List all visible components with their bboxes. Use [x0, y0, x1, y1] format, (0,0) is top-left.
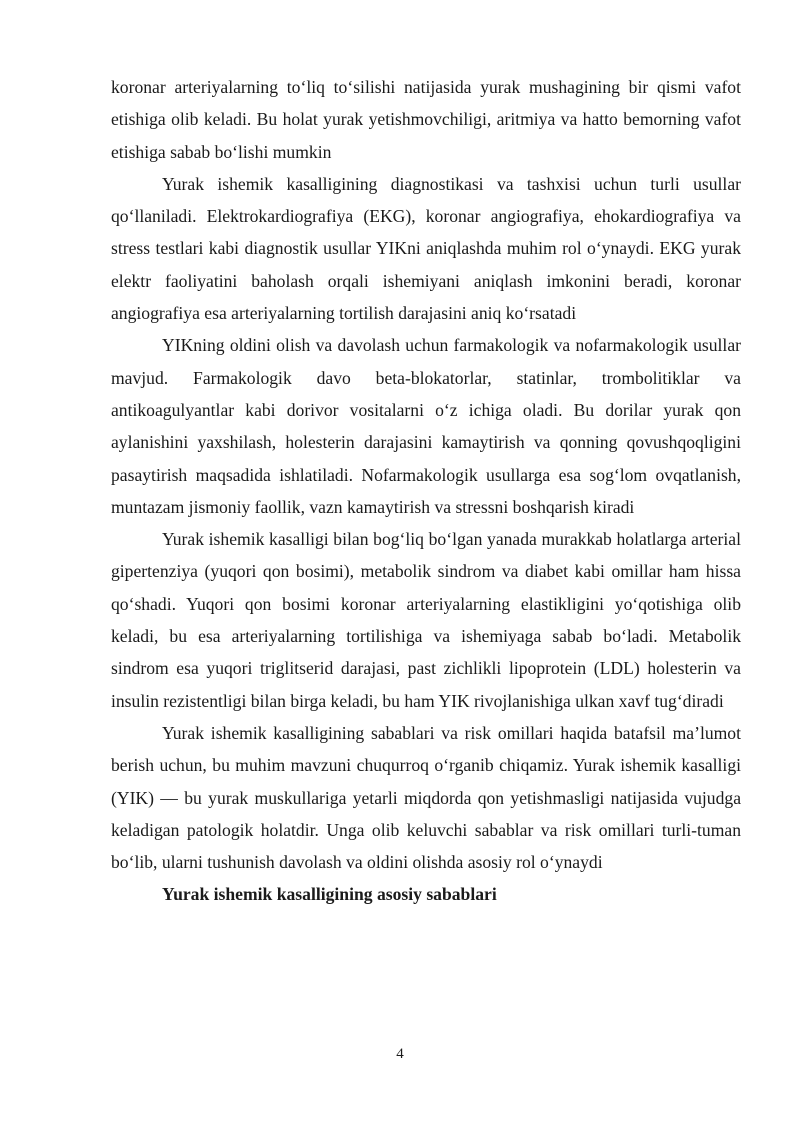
paragraph-causes-intro: Yurak ishemik kasalligining sabablari va risk omillari haqida batafsil ma’lumot berish uchun, bu muhim mavzuni chuqurroq o‘rganib chiqamiz. Yurak ishemik kasalligi (YIK) — bu yurak muskullariga yetarli miqdorda qon yetishmasligi natijasida vujudga keladigan patologik holatdir. Unga olib keluvchi sabablar va risk omillari turli-tuman bo‘lib, ularni tushunish davolash va oldini olishda asosiy rol o‘ynaydi: [111, 722, 741, 873]
paragraph-prevention-treatment: YIKning oldini olish va davolash uchun farmakologik va nofarmakologik usullar mavjud. Farmakologik davo beta-blokatorlar, statinlar, trombolitiklar va antikoagulyantlar kabi dorivor vositalarni o‘z ichiga oladi. Bu dorilar yurak qon aylanishini yaxshilash, holesterin darajasini kamaytirish va qonning qovushqoqligini pasaytirish maqsadida ishlatiladi. Nofarmakologik usullarga esa sog‘lom ovqatlanish, muntazam jismoniy faollik, vazn kamaytirish va stressni boshqarish kiradi: [111, 335, 741, 517]
page-number: 4: [396, 1046, 404, 1062]
section-heading: Yurak ishemik kasalligining asosiy sabablari: [162, 884, 497, 905]
paragraph-continuation: koronar arteriyalarning to‘liq to‘silishi natijasida yurak mushagining bir qismi vafot etishiga olib keladi. Bu holat yurak yetishmovchiligi, aritmiya va hatto bemorning vafot etishiga sabab bo‘lishi mumkin: [111, 77, 741, 162]
paragraph-diagnostics: Yurak ishemik kasalligining diagnostikasi va tashxisi uchun turli usullar qo‘llaniladi. Elektrokardiografiya (EKG), koronar angiografiya, ehokardiografiya va stress testlari kabi diagnostik usullar YIKni aniqlashda muhim rol o‘ynaydi. EKG yurak elektr faoliyatini baholash orqali ishemiyani aniqlash imkonini beradi, koronar angiografiya esa arteriyalarning tortilish darajasini aniq ko‘rsatadi: [111, 173, 741, 324]
paragraph-related-conditions: Yurak ishemik kasalligi bilan bog‘liq bo‘lgan yanada murakkab holatlarga arterial gipertenziya (yuqori qon bosimi), metabolik sindrom va diabet kabi omillar ham hissa qo‘shadi. Yuqori qon bosimi koronar arteriyalarning elastikligini yo‘qotishiga olib keladi, bu esa arteriyalarning tortilishiga va ishemiyaga sabab bo‘ladi. Metabolik sindrom esa yuqori triglitserid darajasi, past zichlikli lipoprotein (LDL) holesterin va insulin rezistentligi bilan birga keladi, bu ham YIK rivojlanishiga ulkan xavf tug‘diradi: [111, 529, 741, 711]
page-content: [111, 71, 741, 911]
